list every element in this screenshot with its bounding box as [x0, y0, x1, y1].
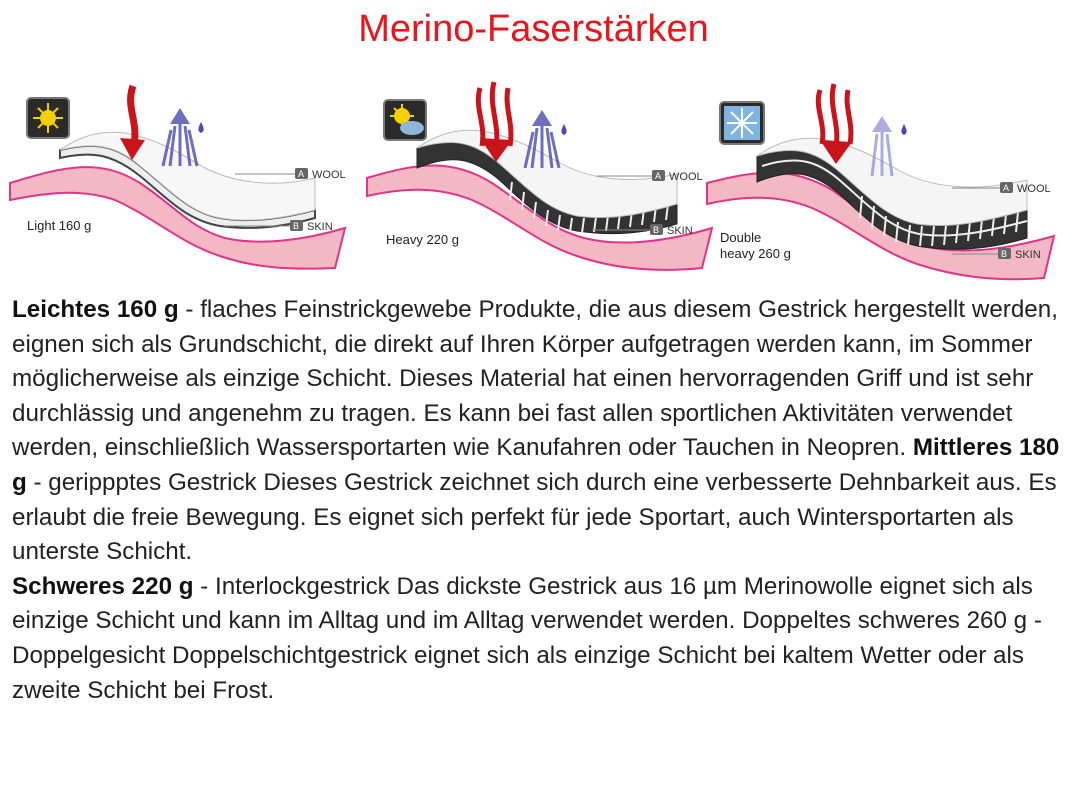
svg-text:B: B	[653, 225, 660, 235]
panel-heavy	[362, 78, 717, 288]
sun-icon	[27, 98, 69, 138]
svg-text:SKIN: SKIN	[307, 221, 333, 233]
diagram-double-heavy	[702, 78, 1062, 288]
medium-heading: Mittleres 180 g	[12, 434, 1060, 496]
snowflake-icon	[720, 102, 764, 144]
svg-text:A: A	[298, 169, 305, 179]
svg-text:SKIN: SKIN	[667, 225, 693, 237]
page-title: Merino-Faserstärken	[358, 8, 709, 50]
diagram-heavy	[362, 78, 717, 283]
svg-text:A: A	[655, 171, 662, 181]
droplet-icon	[561, 124, 566, 135]
light-heading: Leichtes 160 g	[12, 296, 179, 323]
droplet-icon	[198, 122, 203, 133]
droplet-icon	[901, 124, 906, 135]
heavy-description: - Interlockgestrick Das dickste Gestrick aus 16 µm Merinowolle eignet sich als einzige Schicht und kann im Alltag und im Alltag verwendet werden. Doppeltes schweres 260 g - Doppelgesicht Doppelschichtgestrick eignet sich als einzige Schicht bei kaltem Wetter oder als zweite Schicht bei Frost.	[12, 572, 1042, 704]
description-text	[12, 293, 1062, 708]
sun-cloud-icon	[384, 100, 426, 140]
weight-label-line2: heavy 260 g	[720, 246, 791, 261]
diagram-light	[5, 78, 350, 278]
wool-tag	[295, 168, 346, 181]
panel-double-heavy	[702, 78, 1062, 293]
panel-light	[5, 78, 350, 283]
svg-text:A: A	[1003, 183, 1010, 193]
weight-label: Light 160 g	[27, 218, 92, 233]
svg-text:WOOL: WOOL	[1017, 183, 1051, 195]
medium-description: - gerippptes Gestrick Dieses Gestrick zeichnet sich durch eine verbesserte Dehnbarkeit aus. Es erlaubt die freie Bewegung. Es eignet sich perfekt für jede Sportart, auch Wintersportarten als unterste Schicht.	[12, 468, 1057, 566]
svg-text:WOOL: WOOL	[312, 169, 346, 181]
svg-text:B: B	[293, 221, 300, 231]
skin-tag	[650, 224, 693, 237]
light-description: - flaches Feinstrickgewebe Produkte, die aus diesem Gestrick hergestellt werden, eignen sich als Grundschicht, die direkt auf Ihren Körper aufgetragen werden kann, im Sommer möglicherweise als einzige Schicht. Dieses Material hat einen hervorragenden Griff und ist sehr durchlässig und angenehm zu tragen. Es kann bei fast allen sportlichen Aktivitäten verwendet werden, einschließlich Wassersportarten wie Kanufahren oder Tauchen in Neopren.	[12, 296, 1058, 462]
weight-label-line1: Double	[720, 230, 762, 245]
weight-label: Heavy 220 g	[386, 232, 459, 247]
skin-tag	[290, 220, 333, 233]
svg-text:B: B	[1001, 249, 1008, 259]
fabric-diagrams	[0, 78, 1067, 290]
svg-text:SKIN: SKIN	[1015, 249, 1041, 261]
svg-text:WOOL: WOOL	[669, 171, 703, 183]
heavy-heading: Schweres 220 g	[12, 572, 194, 600]
